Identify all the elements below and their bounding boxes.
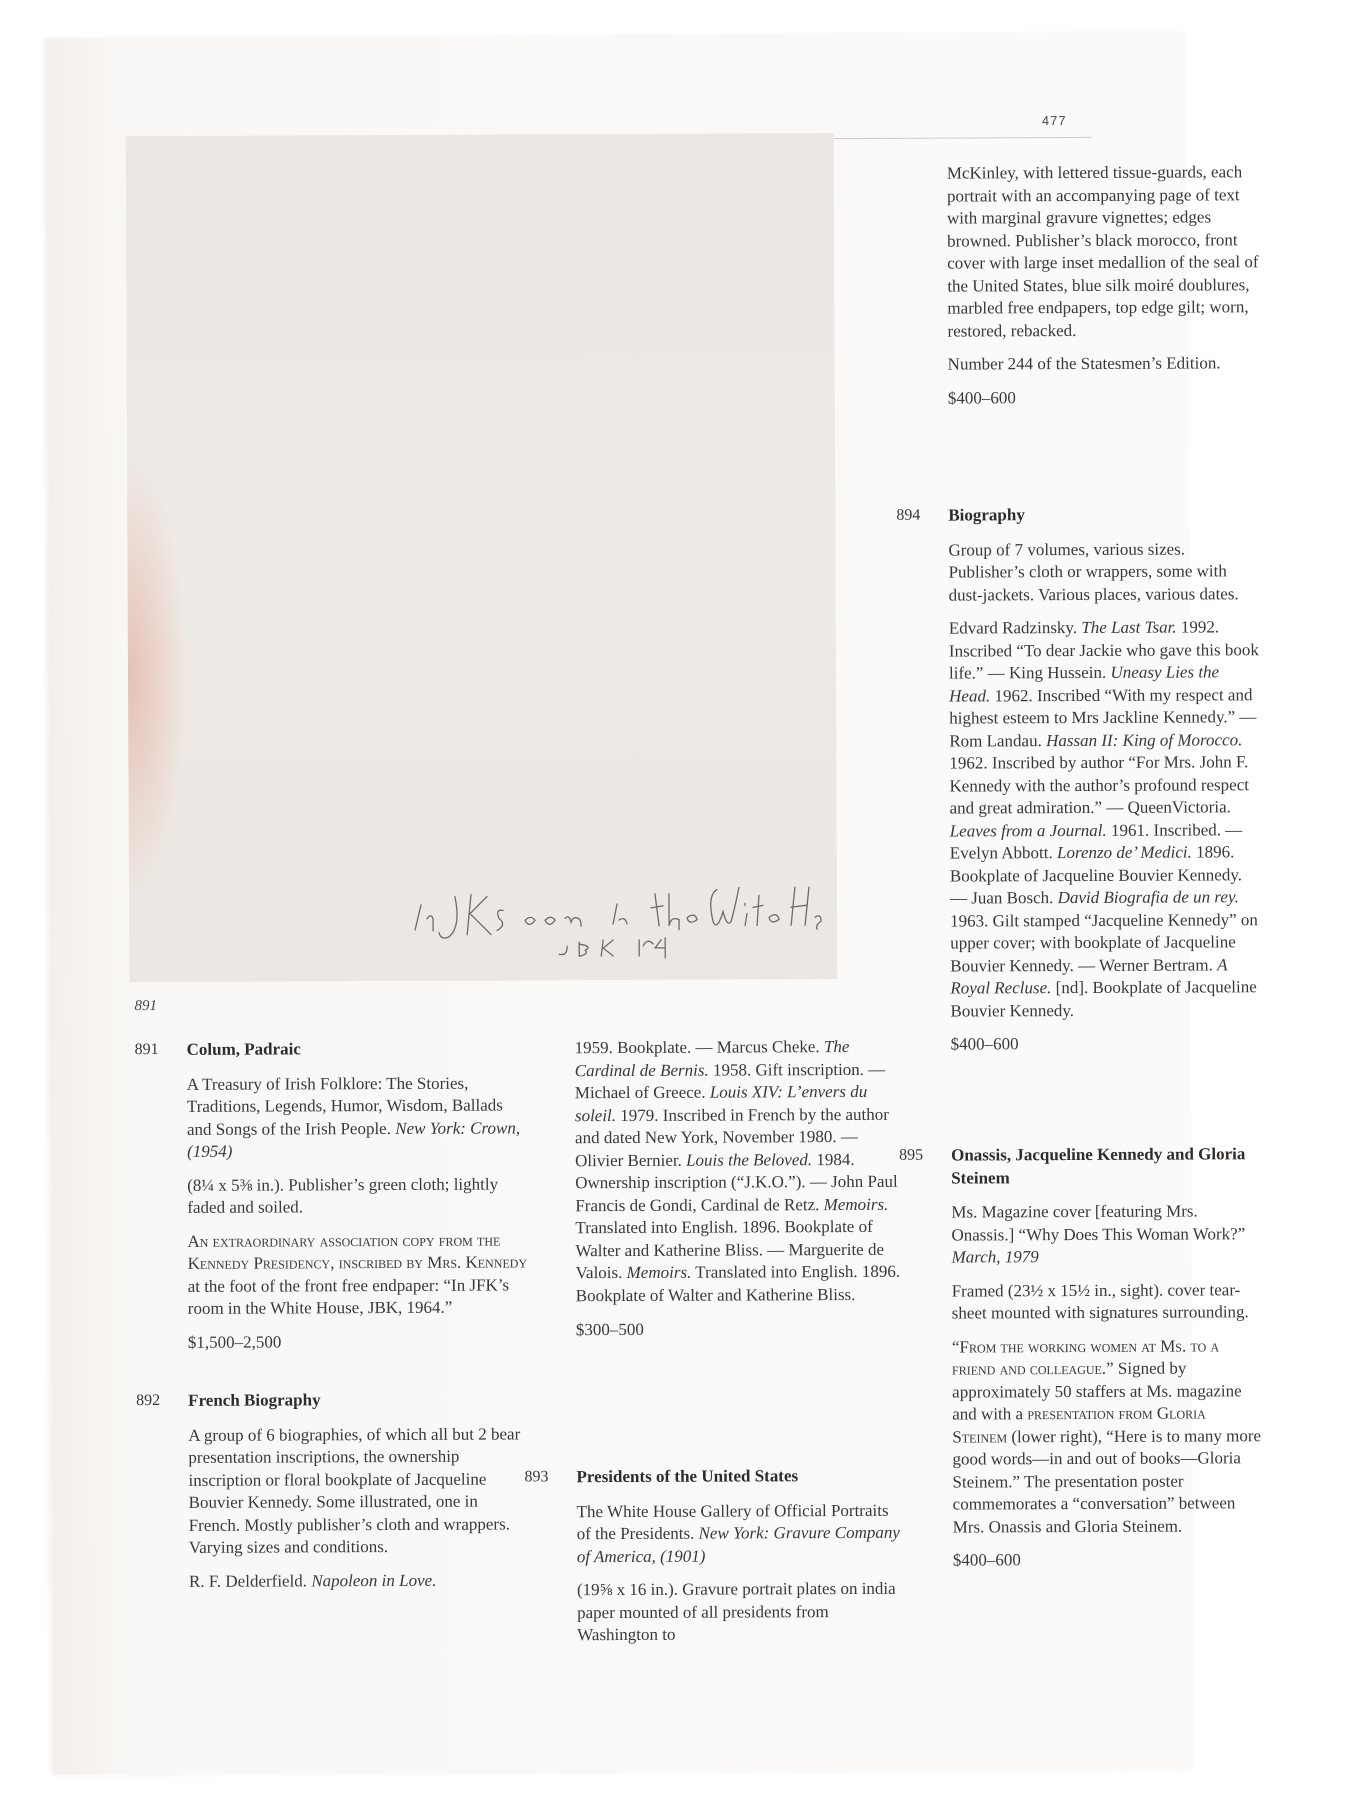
lot-number: 892 (136, 1392, 161, 1410)
lot-893 (524, 1465, 903, 1658)
lot-items-continued: 1959. Bookplate. — Marcus Cheke. The Cardinal de Bernis. 1958. Gift inscription. — Michael of Greece. Louis XIV: L’envers du soleil. 1979. Inscribed in French by the author and dated New York, November 1980. — Olivier Bernier. Louis the Beloved. 1984. Ownership inscription (“J.K.O.”). — John Paul Francis de Gondi, Cardinal de Retz. Memoirs. Translated into English. 1896. Bookplate of Walter and Katherine Bliss. — Marguerite de Valois. Memoirs. Translated into English. 1896. Bookplate of Walter and Katherine Bliss. (574, 1037, 901, 1305)
lot-892 (136, 1388, 529, 1603)
lot-items: Edvard Radzinsky. The Last Tsar. 1992. Inscribed “To dear Jackie who gave this book life.” — King Hussein. Uneasy Lies the Head. 1962. Inscribed “With my respect and highest esteem to Mrs Jackline Kennedy.” — Rom Landau. Hassan II: King of Morocco. 1962. Inscribed by author “For Mrs. John F. Kennedy with the author’s profound respect and great admiration.” — QueenVictoria. Leaves from a Journal. 1961. Inscribed. — Evelyn Abbott. Lorenzo de’ Medici. 1896. Bookplate of Jacqueline Bouvier Kennedy. — Juan Bosch. David Biografia de un rey. 1963. Gilt stamped “Jacqueline Kennedy” on upper cover; with bookplate of Jacqueline Bouvier Kennedy. — Werner Bertram. A Royal Recluse. [nd]. Bookplate of Jacqueline Bouvier Kennedy. (948, 617, 1259, 1021)
lot-physical: (19⅝ x 16 in.). Gravure portrait plates on india paper mounted of all presidents from Washington to (576, 1578, 896, 1645)
lot-edition: Number 244 of the Statesmen’s Edition. (947, 353, 1221, 374)
handwritten-inscription (407, 873, 827, 965)
lot-note: “From the working women at Ms. to a friend and colleague.” Signed by approximately 50 staffers at Ms. magazine and with a presentation from Gloria Steinem (lower right), “Here is to many more good words—in and out of books—Gloria Steinem.” The presentation poster commemorates a “conversation” between Mrs. Onassis and Gloria Steinem. (951, 1335, 1262, 1537)
photo-caption: 891 (134, 998, 157, 1015)
lot-physical-continued: McKinley, with lettered tissue-guards, each portrait with an accompanying page of text with marginal gravure vignettes; edges browned. Publisher’s black morocco, front cover with large inset medallion of the seal of the United States, blue silk moiré doublures, marbled free endpapers, top edge gilt; worn, restored, rebacked. (946, 162, 1259, 341)
lot-description: A group of 6 biographies, of which all but 2 bear presentation inscriptions, the ownership inscription or floral bookplate of Jacqueline Bouvier Kennedy. Some illustrated, one in French. Mostly publisher’s cloth and wrappers. Varying sizes and conditions. (188, 1423, 521, 1557)
lot-estimate: $400–600 (952, 1550, 1021, 1570)
lot-894 (896, 503, 1262, 1067)
lot-estimate: $400–600 (947, 387, 1016, 408)
lot-number: 895 (899, 1146, 924, 1164)
lot-estimate: $400–600 (950, 1034, 1019, 1054)
lot-title: Biography (948, 505, 1025, 525)
lot-number: 891 (134, 1041, 159, 1059)
lot-physical: Framed (23½ x 15½ in., sight). cover tear-sheet mounted with signatures surrounding. (951, 1279, 1249, 1323)
lot-number: 893 (524, 1468, 549, 1486)
lot-description: A Treasury of Irish Folklore: The Stories, Traditions, Legends, Humor, Wisdom, Ballads and Songs of the Irish People. New York: Crown, (1954) (186, 1073, 521, 1161)
lot-895 (899, 1143, 1265, 1583)
lot-893-continued (947, 161, 1260, 420)
lot-estimate: $300–500 (575, 1319, 644, 1340)
lot-items: R. F. Delderfield. Napoleon in Love. (188, 1570, 437, 1591)
lot-description: The White House Gallery of Official Portraits of the Presidents. New York: Gravure Company of America, (1901) (576, 1500, 900, 1566)
lot-description: Group of 7 volumes, various sizes. Publisher’s cloth or wrappers, some with dust-jackets. Various places, various dates. (948, 539, 1239, 605)
lot-note: An extraordinary association copy from the Kennedy Presidency, inscribed by Mrs. Kennedy at the foot of the front free endpaper: “In JFK’s room in the White House, JBK, 1964.” (187, 1230, 528, 1318)
lot-photo (126, 133, 838, 982)
lot-estimate: $1,500–2,500 (187, 1331, 282, 1352)
lot-title: French Biography (188, 1390, 321, 1410)
lot-892-continued (575, 1036, 902, 1353)
lot-title: Presidents of the United States (576, 1466, 799, 1487)
lot-title: Onassis, Jacqueline Kennedy and Gloria Steinem (951, 1144, 1246, 1188)
lot-physical: (8¼ x 5⅜ in.). Publisher’s green cloth; lightly faded and soiled. (187, 1174, 499, 1217)
lot-description: Ms. Magazine cover [featuring Mrs. Onassis.] “Why Does This Woman Work?” March, 1979 (951, 1201, 1246, 1267)
catalog-page (46, 34, 1262, 1775)
lot-number: 894 (896, 506, 921, 524)
page-number: 477 (1041, 113, 1067, 129)
lot-891 (134, 1037, 528, 1364)
lot-title: Colum, Padraic (186, 1039, 301, 1059)
